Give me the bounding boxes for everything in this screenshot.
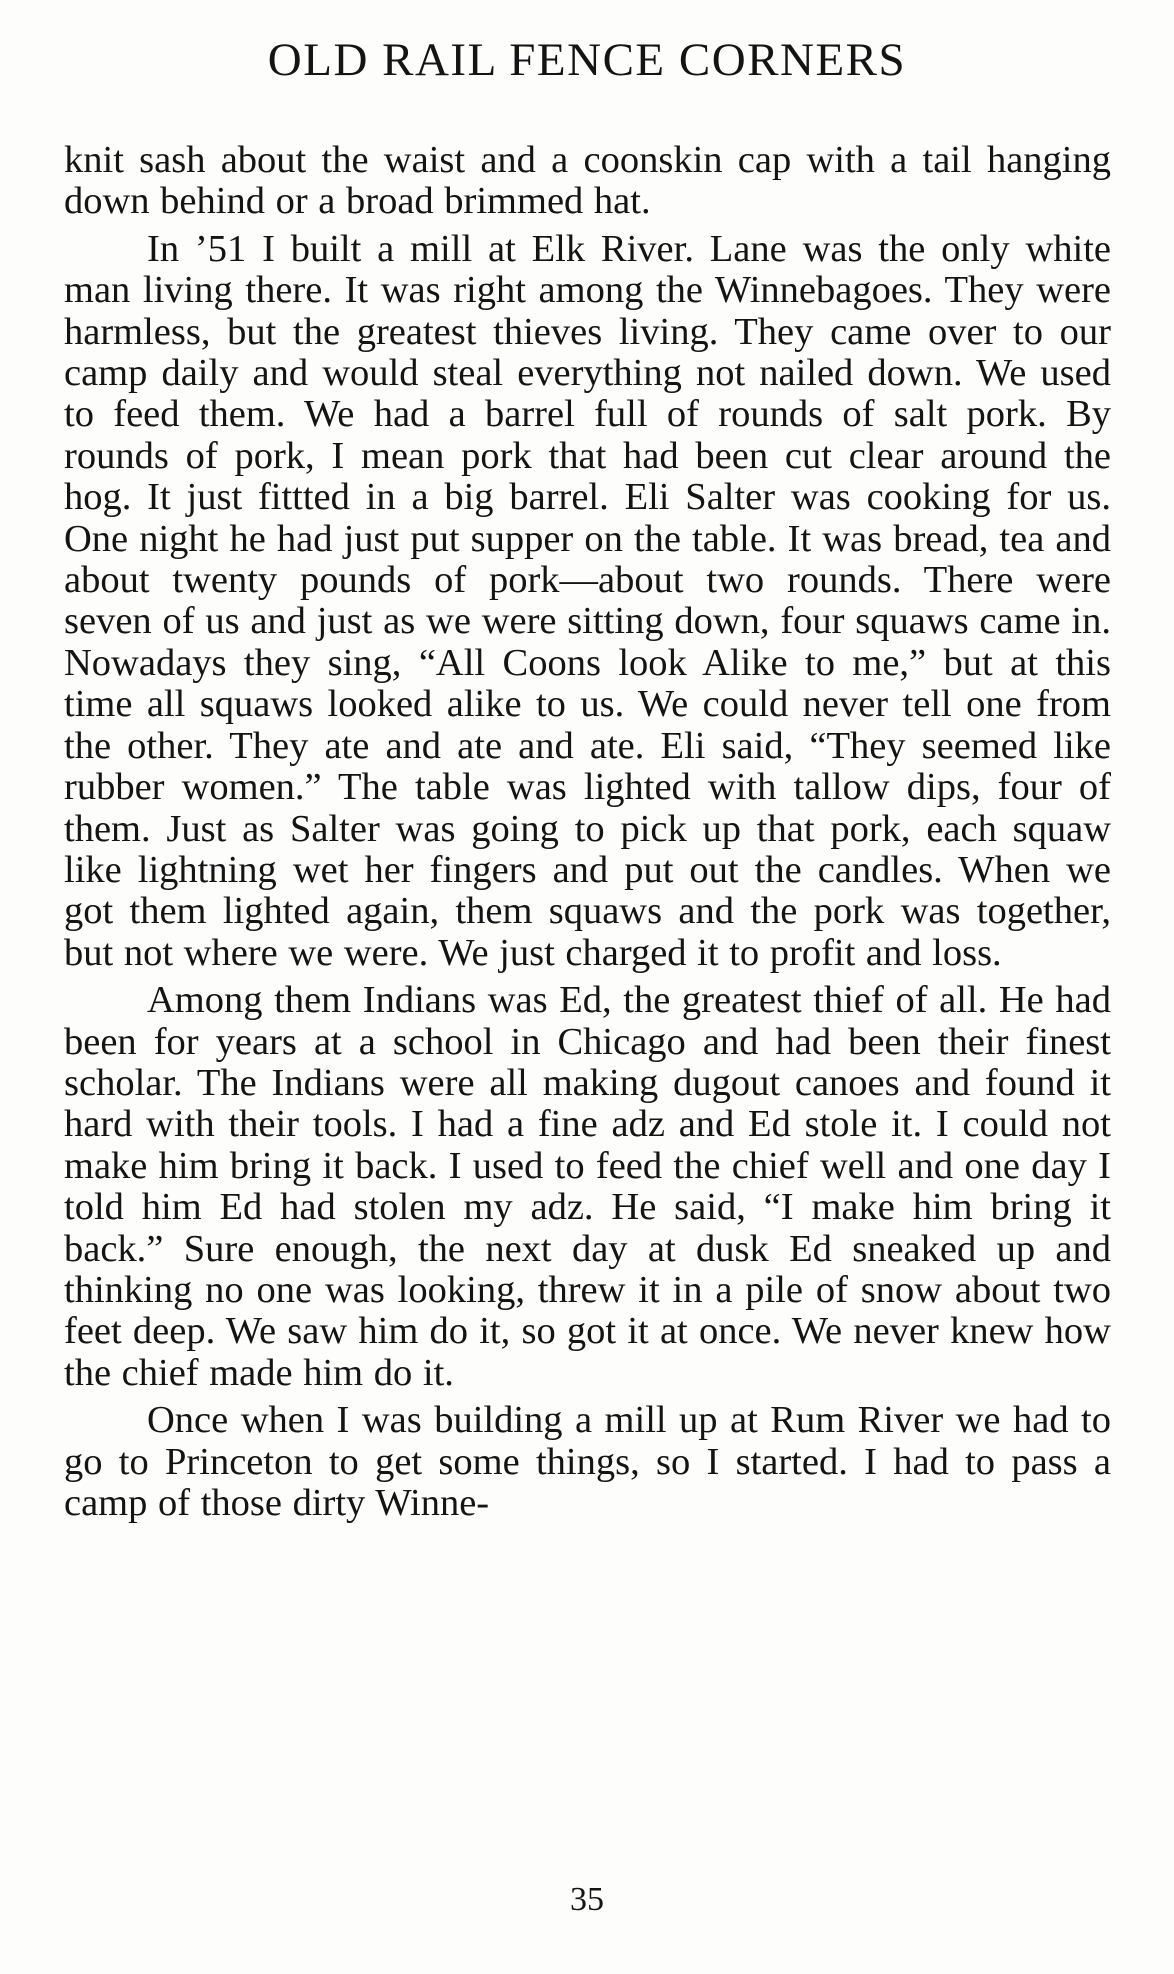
paragraph-continued: knit sash about the waist and a coonskin cap with a tail hanging down behind or a broad brimmed hat. xyxy=(64,139,1111,223)
paragraph-elk-river-mill: In ’51 I built a mill at Elk River. Lane was the only white man living there. It was right among the Winnebagoes. They were harmless, but the greatest thieves living. They came over to our camp daily and would steal everything not nailed down. We used to feed them. We had a barrel full of rounds of salt pork. By rounds of pork, I mean pork that had been cut clear around the hog. It just fittted in a big barrel. Eli Salter was cooking for us. One night he had just put supper on the table. It was bread, tea and about twenty pounds of pork—about two rounds. There were seven of us and just as we were sitting down, four squaws came in. Nowadays they sing, “All Coons look Alike to me,” but at this time all squaws looked alike to us. We could never tell one from the other. They ate and ate and ate. Eli said, “They seemed like rubber women.” The table was lighted with tallow dips, four of them. Just as Salter was going to pick up that pork, each squaw like lightning wet her fingers and put out the candles. When we got them lighted again, them squaws and the pork was together, but not where we were. We just charged it to profit and loss. xyxy=(64,227,1111,974)
running-head: OLD RAIL FENCE CORNERS xyxy=(267,34,907,86)
page-number: 35 xyxy=(570,1881,604,1918)
body-text xyxy=(64,140,1111,1524)
paragraph-rum-river: Once when I was building a mill up at Rum River we had to go to Princeton to get some things, so I started. I had to pass a camp of those dirty Winne- xyxy=(64,1399,1111,1524)
paragraph-ed-the-thief: Among them Indians was Ed, the greatest thief of all. He had been for years at a school in Chicago and had been their finest scholar. The Indians were all making dugout canoes and found it hard with their tools. I had a fine adz and Ed stole it. I could not make him bring it back. I used to feed the chief well and one day I told him Ed had stolen my adz. He said, “I make him bring it back.” Sure enough, the next day at dusk Ed sneaked up and thinking no one was looking, threw it in a pile of snow about two feet deep. We saw him do it, so got it at once. We never knew how the chief made him do it. xyxy=(64,979,1111,1394)
